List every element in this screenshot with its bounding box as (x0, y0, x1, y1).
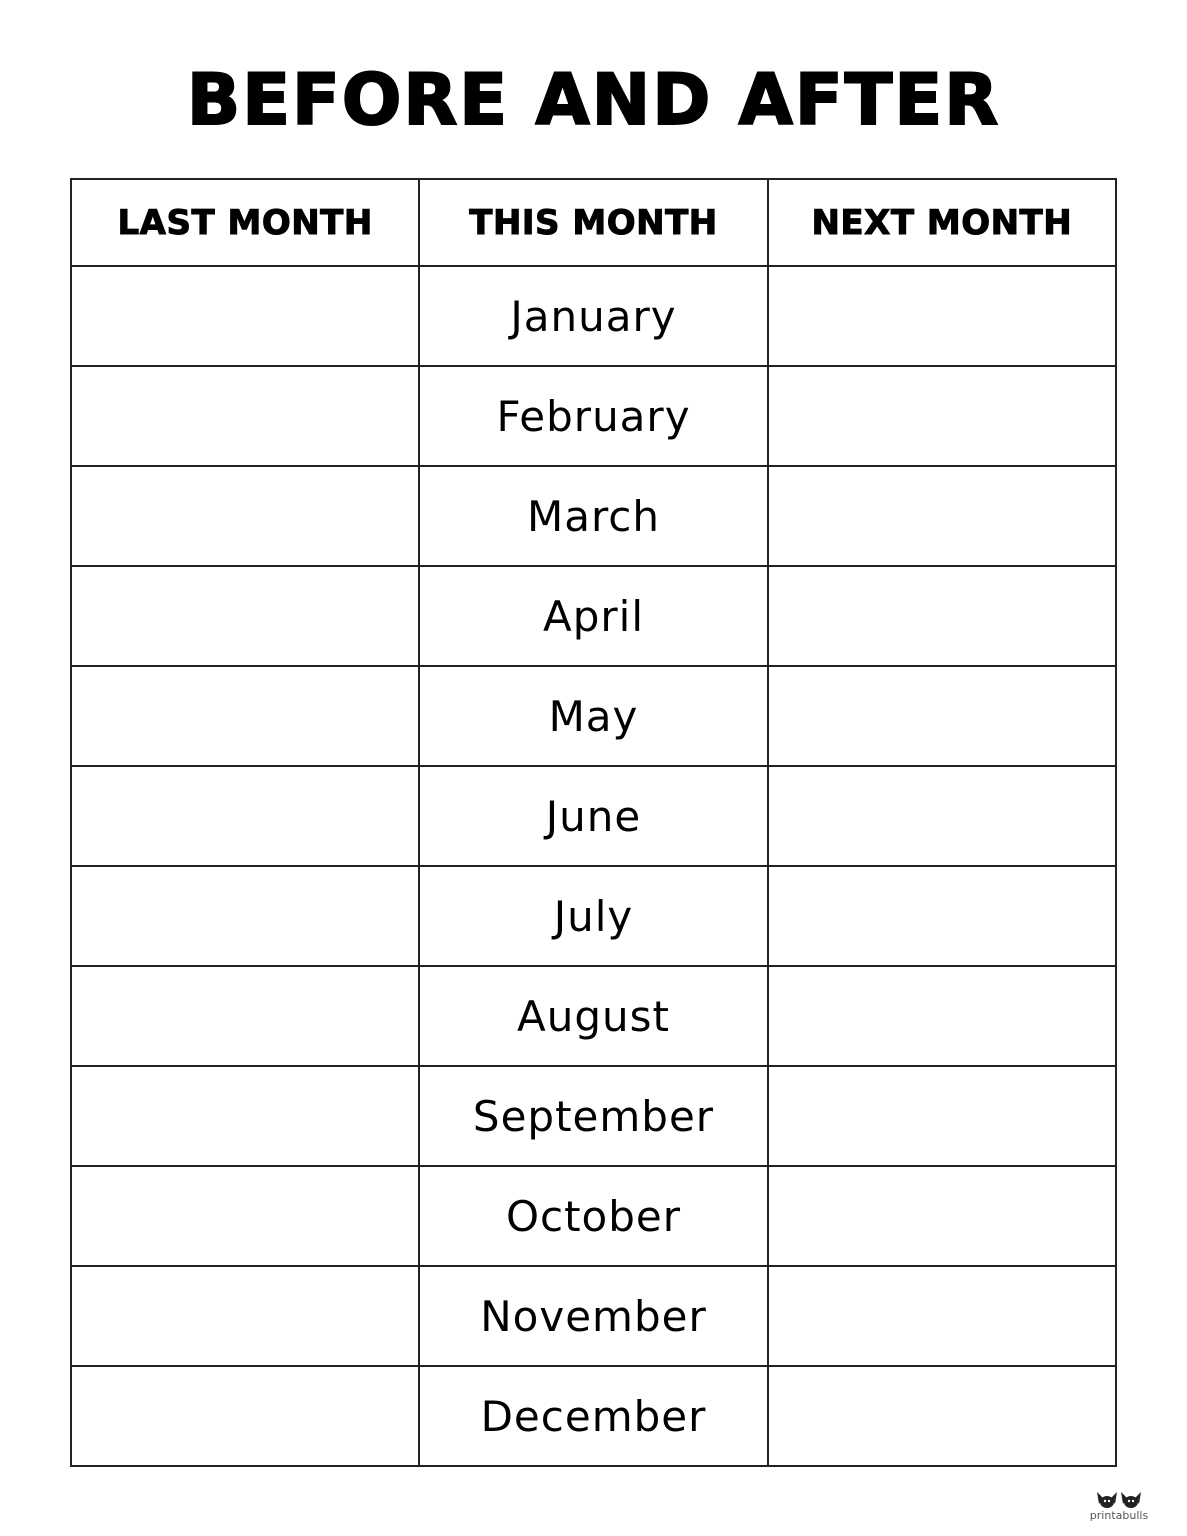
bulldog-logo-icon (1095, 1490, 1143, 1510)
next-month-cell[interactable] (768, 866, 1116, 966)
this-month-cell: March (419, 466, 767, 566)
last-month-cell[interactable] (71, 366, 419, 466)
this-month-cell: September (419, 1066, 767, 1166)
table-header-row (71, 179, 1116, 266)
last-month-cell[interactable] (71, 1366, 419, 1466)
last-month-cell[interactable] (71, 1066, 419, 1166)
next-month-cell[interactable] (768, 666, 1116, 766)
column-header-this-month: THIS MONTH (419, 179, 767, 266)
next-month-cell[interactable] (768, 1366, 1116, 1466)
column-header-last-month: LAST MONTH (71, 179, 419, 266)
table-row (71, 366, 1116, 466)
next-month-cell[interactable] (768, 1166, 1116, 1266)
table-row (71, 566, 1116, 666)
last-month-cell[interactable] (71, 1266, 419, 1366)
next-month-cell[interactable] (768, 366, 1116, 466)
this-month-cell: February (419, 366, 767, 466)
last-month-cell[interactable] (71, 1166, 419, 1266)
this-month-cell: June (419, 766, 767, 866)
table-row (71, 266, 1116, 366)
this-month-cell: July (419, 866, 767, 966)
table-row (71, 966, 1116, 1066)
last-month-cell[interactable] (71, 566, 419, 666)
last-month-cell[interactable] (71, 666, 419, 766)
table-row (71, 466, 1116, 566)
this-month-cell: November (419, 1266, 767, 1366)
next-month-cell[interactable] (768, 766, 1116, 866)
last-month-cell[interactable] (71, 966, 419, 1066)
next-month-cell[interactable] (768, 266, 1116, 366)
last-month-cell[interactable] (71, 466, 419, 566)
next-month-cell[interactable] (768, 566, 1116, 666)
months-table (70, 178, 1117, 1467)
last-month-cell[interactable] (71, 266, 419, 366)
next-month-cell[interactable] (768, 966, 1116, 1066)
table-row (71, 1266, 1116, 1366)
table-row (71, 866, 1116, 966)
next-month-cell[interactable] (768, 466, 1116, 566)
column-header-next-month: NEXT MONTH (768, 179, 1116, 266)
this-month-cell: January (419, 266, 767, 366)
this-month-cell: December (419, 1366, 767, 1466)
table-row (71, 1166, 1116, 1266)
table-row (71, 1066, 1116, 1166)
next-month-cell[interactable] (768, 1266, 1116, 1366)
printabulls-logo (1084, 1490, 1154, 1524)
last-month-cell[interactable] (71, 866, 419, 966)
page-title: BEFORE AND AFTER (186, 59, 1001, 141)
this-month-cell: April (419, 566, 767, 666)
logo-text: printabulls (1089, 1509, 1149, 1522)
last-month-cell[interactable] (71, 766, 419, 866)
next-month-cell[interactable] (768, 1066, 1116, 1166)
this-month-cell: October (419, 1166, 767, 1266)
table-row (71, 1366, 1116, 1466)
table-row (71, 766, 1116, 866)
table-row (71, 666, 1116, 766)
this-month-cell: August (419, 966, 767, 1066)
this-month-cell: May (419, 666, 767, 766)
